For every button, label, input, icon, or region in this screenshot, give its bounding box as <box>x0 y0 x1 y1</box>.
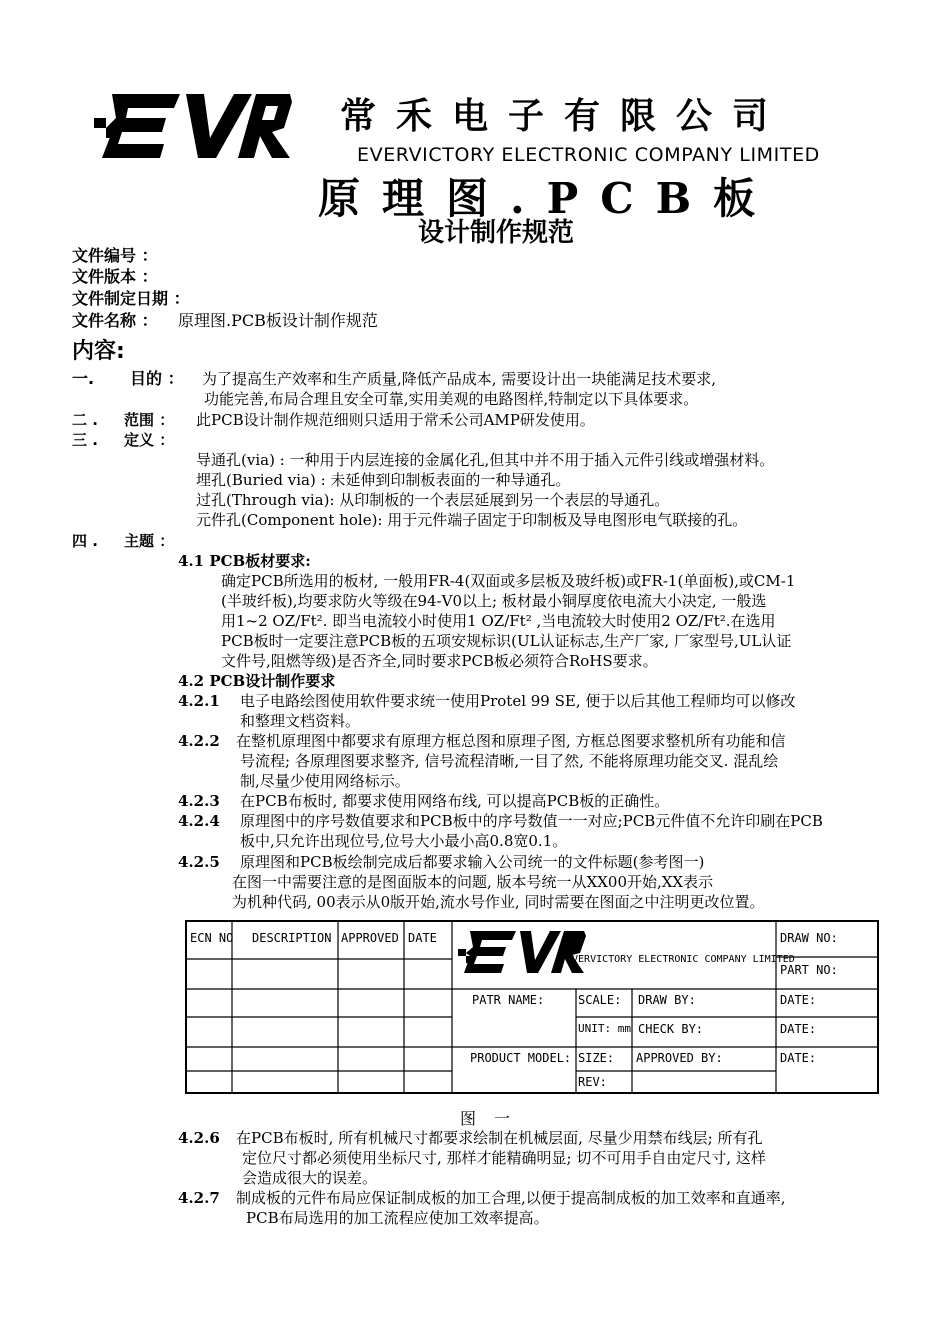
topic-4-2-5-line-1: 原理图和PCB板绘制完成后都要求输入公司统一的文件标题(参考图一) <box>240 853 705 871</box>
section-1-label: 目的 ： <box>130 369 184 388</box>
topic-4-2-2-line-1: 在整机原理图中都要求有原理方框总图和原理子图, 方框总图要求整机所有功能和信 <box>236 732 786 750</box>
company-logo <box>94 92 294 160</box>
section-3-line-1: 导通孔(via) : 一种用于内层连接的金属化孔,但其中并不用于插入元件引线或增强材料。 <box>196 451 775 469</box>
section-3-number: 三 . <box>72 431 98 449</box>
topic-4-2-7-line-2: PCB布局选用的加工流程应使加工效率提高。 <box>246 1209 549 1227</box>
doc-version-label: 文件版本 ： <box>72 267 158 286</box>
topic-4-2-3-line-1: 在PCB布板时, 都要求使用网络布线, 可以提高PCB板的正确性。 <box>240 792 670 810</box>
tb-part-no: PART NO: <box>780 963 838 977</box>
topic-4-1-line-3: 用1~2 OZ/Ft². 即当电流较小时使用1 OZ/Ft² ,当电流较大时使用2 OZ/Ft².在选用 <box>221 612 776 630</box>
tb-check-by: CHECK BY: <box>638 1022 704 1036</box>
tb-rev: REV: <box>578 1075 607 1089</box>
topic-4-1-line-2: (半玻纤板),均要求防火等级在94-V0以上; 板材最小铜厚度依电流大小决定, 一般选 <box>221 592 767 610</box>
topic-4-1-heading: 4.1 PCB板材要求: <box>178 552 311 570</box>
topic-4-2-4-number: 4.2.4 <box>178 812 220 830</box>
topic-4-2-6-line-2: 定位尺寸都必须使用坐标尺寸, 那样才能精确明显; 切不可用手自由定尺寸, 这样 <box>242 1149 766 1167</box>
topic-4-2-3-number: 4.2.3 <box>178 792 220 810</box>
tb-scale: SCALE: <box>578 993 622 1007</box>
section-3-line-3: 过孔(Through via): 从印制板的一个表层延展到另一个表层的导通孔。 <box>196 491 670 509</box>
section-2-number: 二 . <box>72 411 98 429</box>
section-4-label: 主题 ： <box>124 532 175 550</box>
tb-size: SIZE: <box>578 1051 615 1065</box>
section-3-line-4: 元件孔(Component hole): 用于元件端子固定于印制板及导电图形电气联接的孔。 <box>196 511 748 529</box>
section-1-number: 一. <box>72 369 95 388</box>
topic-4-2-5-number: 4.2.5 <box>178 853 220 871</box>
section-3-label: 定义 ： <box>124 431 175 449</box>
topic-4-2-heading: 4.2 PCB设计制作要求 <box>178 672 336 690</box>
document-subtitle: 设计制作规范 <box>418 218 575 248</box>
tb-date-2: DATE: <box>780 1022 817 1036</box>
topic-4-2-1-number: 4.2.1 <box>178 692 220 710</box>
topic-4-2-4-line-2: 板中,只允许出现位号,位号大小最小高0.8宽0.1。 <box>240 832 568 850</box>
section-1-line-2: 功能完善,布局合理且安全可靠,实用美观的电路图样,特制定以下具体要求。 <box>204 390 699 408</box>
document-title: 原理图.PCB板 <box>318 174 778 223</box>
tb-approved: APPROVED <box>341 931 399 945</box>
company-name-cn: 常禾电子有限公司 <box>340 96 789 137</box>
tb-draw-no: DRAW NO: <box>780 931 838 945</box>
company-name-en: EVERVICTORY ELECTRONIC COMPANY LIMITED <box>357 144 820 166</box>
doc-number-label: 文件编号 ： <box>72 246 158 265</box>
topic-4-2-4-line-1: 原理图中的序号数值要求和PCB板中的序号数值一一对应;PCB元件值不允许印刷在PCB <box>240 812 823 830</box>
section-3-line-2: 埋孔(Buried via) : 未延伸到印制板表面的一种导通孔。 <box>196 471 571 489</box>
section-2-label: 范围 ： <box>124 411 175 429</box>
topic-4-2-1-line-1: 电子电路绘图使用软件要求统一使用Protel 99 SE, 便于以后其他工程师均可以修改 <box>240 692 796 710</box>
doc-date-label: 文件制定日期 ： <box>72 289 190 308</box>
topic-4-2-7-number: 4.2.7 <box>178 1189 220 1207</box>
topic-4-2-2-line-3: 制,尽量少使用网络标示。 <box>240 772 410 790</box>
topic-4-2-5-line-3: 为机种代码, 00表示从0版开始,流水号作业, 同时需要在图面之中注明更改位置。 <box>232 893 765 911</box>
tb-date: DATE <box>408 931 437 945</box>
section-4-number: 四 . <box>72 532 98 550</box>
tb-date-1: DATE: <box>780 993 817 1007</box>
tb-description: DESCRIPTION <box>252 931 332 945</box>
figure-caption: 图一 <box>460 1109 529 1128</box>
doc-name-label: 文件名称 ： <box>72 311 158 330</box>
topic-4-1-line-1: 确定PCB所选用的板材, 一般用FR-4(双面或多层板及玻纤板)或FR-1(单面板),或CM-1 <box>221 572 796 590</box>
topic-4-2-6-line-3: 会造成很大的误差。 <box>242 1169 378 1187</box>
tb-patr-name: PATR NAME: <box>472 993 545 1007</box>
section-1-line-1: 为了提高生产效率和生产质量,降低产品成本, 需要设计出一块能满足技术要求, <box>202 370 717 388</box>
tb-product-model: PRODUCT MODEL: <box>470 1051 572 1065</box>
topic-4-1-line-4: PCB板时一定要注意PCB板的五项安规标识(UL认证标志,生产厂家, 厂家型号,UL认证 <box>221 632 792 650</box>
topic-4-2-2-line-2: 号流程; 各原理图要求整齐, 信号流程清晰,一目了然, 不能将原理功能交叉. 混乱绘 <box>240 752 779 770</box>
topic-4-2-5-line-2: 在图一中需要注意的是图面版本的问题, 版本号统一从XX00开始,XX表示 <box>232 873 714 891</box>
tb-company: EVERVICTORY ELECTRONIC COMPANY LIMITED <box>566 954 795 965</box>
tb-date-3: DATE: <box>780 1051 817 1065</box>
topic-4-2-2-number: 4.2.2 <box>178 732 220 750</box>
topic-4-2-7-line-1: 制成板的元件布局应保证制成板的加工合理,以便于提高制成板的加工效率和直通率, <box>236 1189 786 1207</box>
title-block-logo-icon <box>458 931 586 973</box>
topic-4-1-line-5: 文件号,阻燃等级)是否齐全,同时要求PCB板必须符合RoHS要求。 <box>221 652 658 670</box>
topic-4-2-6-number: 4.2.6 <box>178 1129 220 1147</box>
tb-unit: UNIT: mm <box>578 1022 631 1035</box>
content-heading: 内容: <box>72 339 125 364</box>
section-2-text: 此PCB设计制作规范细则只适用于常禾公司AMP研发使用。 <box>196 411 595 429</box>
tb-approved-by: APPROVED BY: <box>636 1051 723 1065</box>
topic-4-2-6-line-1: 在PCB布板时, 所有机械尺寸都要求绘制在机械层面, 尽量少用禁布线层; 所有孔 <box>236 1129 763 1147</box>
tb-ecn-no: ECN NO <box>190 931 234 945</box>
doc-name-value: 原理图.PCB板设计制作规范 <box>178 311 378 330</box>
tb-draw-by: DRAW BY: <box>638 993 696 1007</box>
topic-4-2-1-line-2: 和整理文档资料。 <box>240 712 361 730</box>
